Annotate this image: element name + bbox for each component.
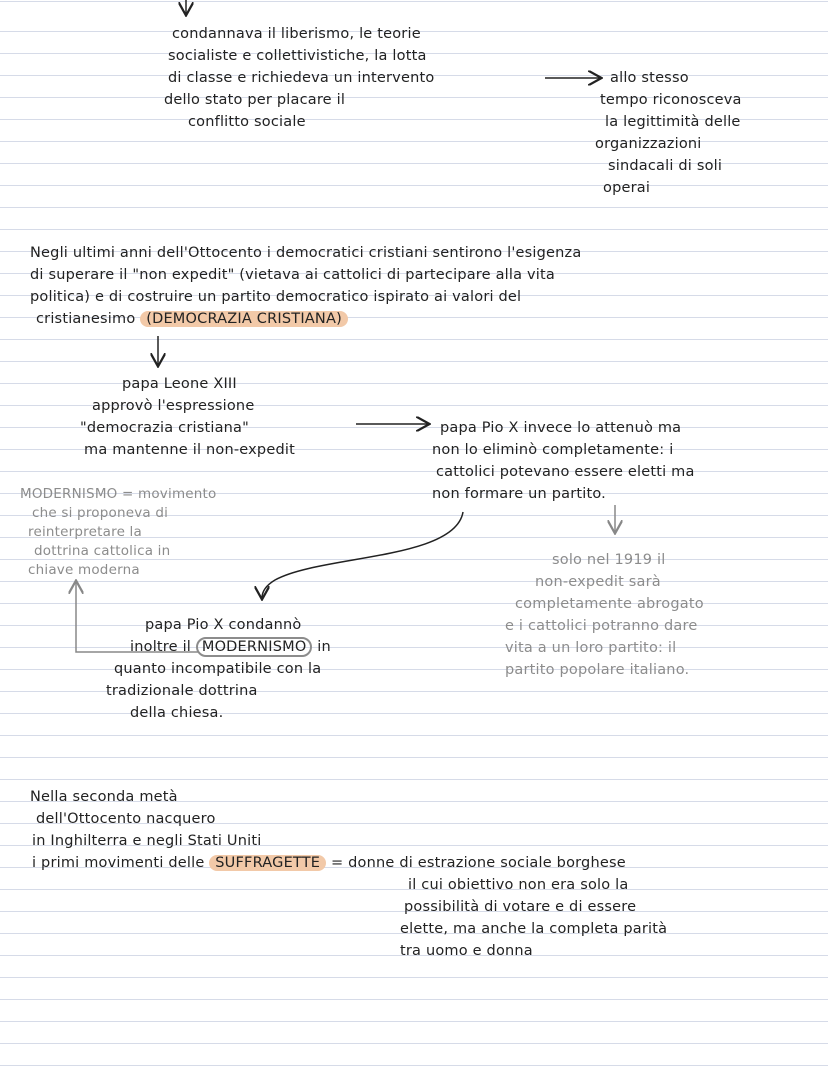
- leone-line-1: papa Leone XIII: [122, 376, 237, 392]
- pio-right-line-2: non lo eliminò completamente: i: [432, 442, 674, 458]
- modernismo-def-5: chiave moderna: [28, 562, 140, 578]
- block1-left-1: condannava il liberismo, le teorie: [172, 26, 421, 42]
- condanna-line-1: papa Pio X condannò: [145, 617, 302, 633]
- note-1919-1: solo nel 1919 il: [552, 552, 666, 568]
- note-1919-6: partito popolare italiano.: [505, 662, 690, 678]
- block1-right-2: tempo riconosceva: [600, 92, 742, 108]
- modernismo-def-2: che si proponeva di: [32, 505, 169, 521]
- block1-left-2: socialiste e collettivistiche, la lotta: [168, 48, 427, 64]
- note-1919-3: completamente abrogato: [515, 596, 704, 612]
- condanna-line-3: quanto incompatibile con la: [114, 661, 322, 677]
- note-1919-2: non-expedit sarà: [535, 574, 661, 590]
- condanna-line-5: della chiesa.: [130, 705, 224, 721]
- block5-line-7: elette, ma anche la completa parità: [400, 921, 668, 937]
- condanna-line-2: [130, 636, 331, 658]
- pio-right-line-1: papa Pio X invece lo attenuò ma: [440, 420, 682, 436]
- block2-last-line: cristianesimo: [36, 311, 136, 327]
- pio-right-line-3: cattolici potevano essere eletti ma: [436, 464, 695, 480]
- block2-line-1: Negli ultimi anni dell'Ottocento i democratici cristiani sentirono l'esigenza: [30, 245, 582, 261]
- pio-right-line-4: non formare un partito.: [432, 486, 606, 502]
- block2-line-4: [36, 308, 348, 330]
- suffragette-highlight: SUFFRAGETTE: [209, 855, 326, 871]
- block2-line-2: di superare il "non expedit" (vietava ai cattolici di partecipare alla vita: [30, 267, 555, 283]
- block2-line-3: politica) e di costruire un partito democratico ispirato ai valori del: [30, 289, 522, 305]
- block1-left-3: di classe e richiedeva un intervento: [168, 70, 435, 86]
- condanna-line-4: tradizionale dottrina: [106, 683, 258, 699]
- block1-left-5: conflitto sociale: [188, 114, 306, 130]
- block5-line-8: tra uomo e donna: [400, 943, 533, 959]
- condanna-line-2-post: in: [317, 639, 331, 655]
- democrazia-cristiana-highlight: (DEMOCRAZIA CRISTIANA): [140, 311, 348, 327]
- modernismo-def-1: MODERNISMO = movimento: [20, 486, 217, 502]
- leone-line-3: "democrazia cristiana": [80, 420, 250, 436]
- leone-line-2: approvò l'espressione: [92, 398, 255, 414]
- block5-line-2: dell'Ottocento nacquero: [36, 811, 216, 827]
- condanna-line-2-pre: inoltre il: [130, 639, 192, 655]
- arrow-curve-to-condanna: [262, 512, 463, 598]
- leone-line-4: ma mantenne il non-expedit: [84, 442, 295, 458]
- modernismo-def-3: reinterpretare la: [28, 524, 142, 540]
- block5-line-4-post: = donne di estrazione sociale borghese: [330, 855, 626, 871]
- block5-line-1: Nella seconda metà: [30, 789, 178, 805]
- note-1919-5: vita a un loro partito: il: [505, 640, 677, 656]
- modernismo-circled: MODERNISMO: [196, 637, 313, 657]
- block5-line-3: in Inghilterra e negli Stati Uniti: [32, 833, 262, 849]
- block5-line-4: [32, 852, 626, 874]
- block1-right-6: operai: [603, 180, 651, 196]
- block5-line-5: il cui obiettivo non era solo la: [408, 877, 629, 893]
- block1-right-5: sindacali di soli: [608, 158, 723, 174]
- block1-left-4: dello stato per placare il: [164, 92, 346, 108]
- block5-line-4-pre: i primi movimenti delle: [32, 855, 205, 871]
- block1-right-3: la legittimità delle: [605, 114, 741, 130]
- block1-right-1: allo stesso: [610, 70, 689, 86]
- block1-right-4: organizzazioni: [595, 136, 702, 152]
- modernismo-def-4: dottrina cattolica in: [34, 543, 171, 559]
- block5-line-6: possibilità di votare e di essere: [404, 899, 637, 915]
- note-1919-4: e i cattolici potranno dare: [505, 618, 698, 634]
